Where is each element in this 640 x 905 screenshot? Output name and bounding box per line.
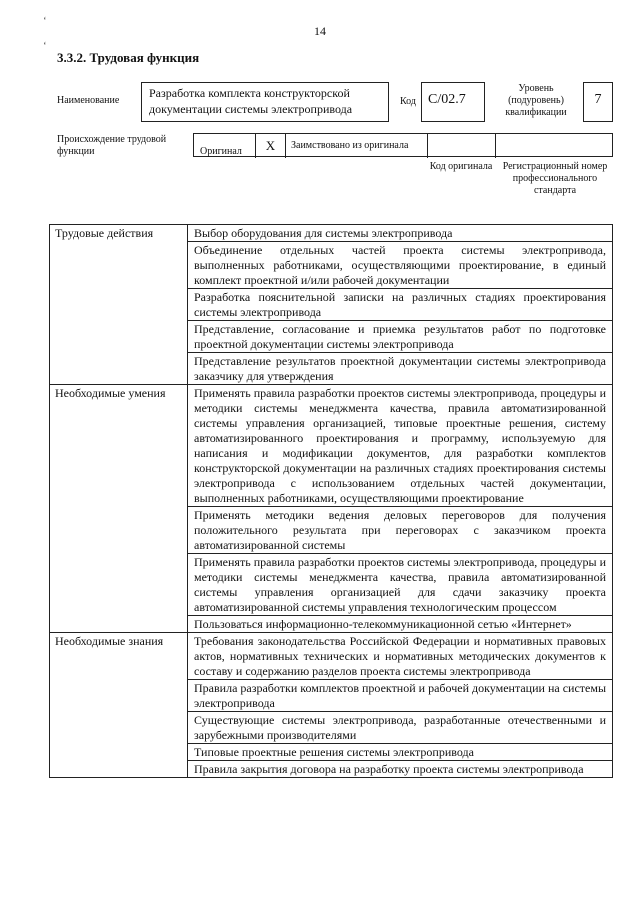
origin-row — [193, 133, 613, 157]
table-cell: Правила закрытия договора на разработку проекта системы электропривода — [188, 761, 613, 778]
code-original-cell — [428, 134, 496, 158]
table-cell: Выбор оборудования для системы электропривода — [188, 225, 613, 242]
table-cell: Существующие системы электропривода, разработанные отечественными и зарубежными производителями — [188, 712, 613, 744]
function-name-box: Разработка комплекта конструкторской документации системы электропривода — [141, 82, 389, 122]
table-cell: Объединение отдельных частей проекта системы электропривода, выполненных работниками, осуществляющими проектирование, в единый комплект проектной и/или рабочей документации — [188, 242, 613, 289]
level-value-box: 7 — [583, 82, 613, 122]
table-row — [50, 633, 613, 680]
original-mark-cell — [256, 134, 286, 158]
code-original-caption: Код оригинала — [429, 161, 493, 172]
table-cell: Пользоваться информационно-телекоммуникационной сетью «Интернет» — [188, 616, 613, 633]
table-cell: Применять методики ведения деловых переговоров для получения положительного результата при переговорах с заказчиком проекта автоматизированной системы — [188, 507, 613, 554]
category-cell: Необходимые умения — [50, 385, 188, 633]
table-cell: Требования законодательства Российской Федерации и нормативных правовых актов, нормативных технических и нормативных методических документов к составу и содержанию разделов проекта системы электропривода — [188, 633, 613, 680]
original-label: Оригинал — [200, 146, 242, 157]
table-cell: Правила разработки комплектов проектной и рабочей документации на системы электропривода — [188, 680, 613, 712]
labor-function-table — [49, 224, 613, 778]
table-cell: Разработка пояснительной записки на различных стадиях проектирования системы электропривода — [188, 289, 613, 321]
reg-number-cell — [496, 134, 614, 158]
table-row — [50, 385, 613, 507]
table-cell: Представление, согласование и приемка результатов работ по подготовке проектной документации системы электропривода — [188, 321, 613, 353]
margin-mark: ‘ — [43, 40, 47, 52]
table-row — [50, 225, 613, 242]
borrowed-cell — [286, 134, 428, 158]
section-title: 3.3.2. Трудовая функция — [57, 50, 200, 65]
original-mark: X — [265, 138, 276, 153]
origin-label: Происхождение трудовой функции — [57, 134, 167, 157]
table-cell: Представление результатов проектной документации системы электропривода заказчику для утверждения — [188, 353, 613, 385]
table-cell: Применять правила разработки проектов системы электропривода, процедуры и методики системы менеджмента качества, правила автоматизированной системы управления организацией, типовые проектные решения, систему автоматизированного проектирования и программу, используемую для написания и модификации документов, для разработки комплектов конструкторской документации на различных стадиях проектирования системы электропривода с использованием отдельных частей документации, выполненных работниками, осуществляющими проектирование — [188, 385, 613, 507]
code-label: Код — [400, 96, 416, 107]
category-cell: Необходимые знания — [50, 633, 188, 778]
name-label: Наименование — [57, 95, 120, 106]
borrowed-label: Заимствовано из оригинала — [291, 140, 409, 151]
reg-number-caption: Регистрационный номер профессионального стандарта — [502, 161, 608, 196]
level-label: Уровень (подуровень) квалификации — [505, 83, 567, 118]
table-cell: Типовые проектные решения системы электропривода — [188, 744, 613, 761]
margin-mark: ‘ — [43, 15, 47, 27]
function-code-box: С/02.7 — [421, 82, 485, 122]
original-cell — [194, 134, 256, 158]
category-cell: Трудовые действия — [50, 225, 188, 385]
table-cell: Применять правила разработки проектов системы электропривода, процедуры и методики системы менеджмента качества, правила автоматизированной системы управления организацией для сдачи заказчику проекта автоматизированной системы управления технологическим процессом — [188, 554, 613, 616]
page-number: 14 — [314, 24, 326, 38]
